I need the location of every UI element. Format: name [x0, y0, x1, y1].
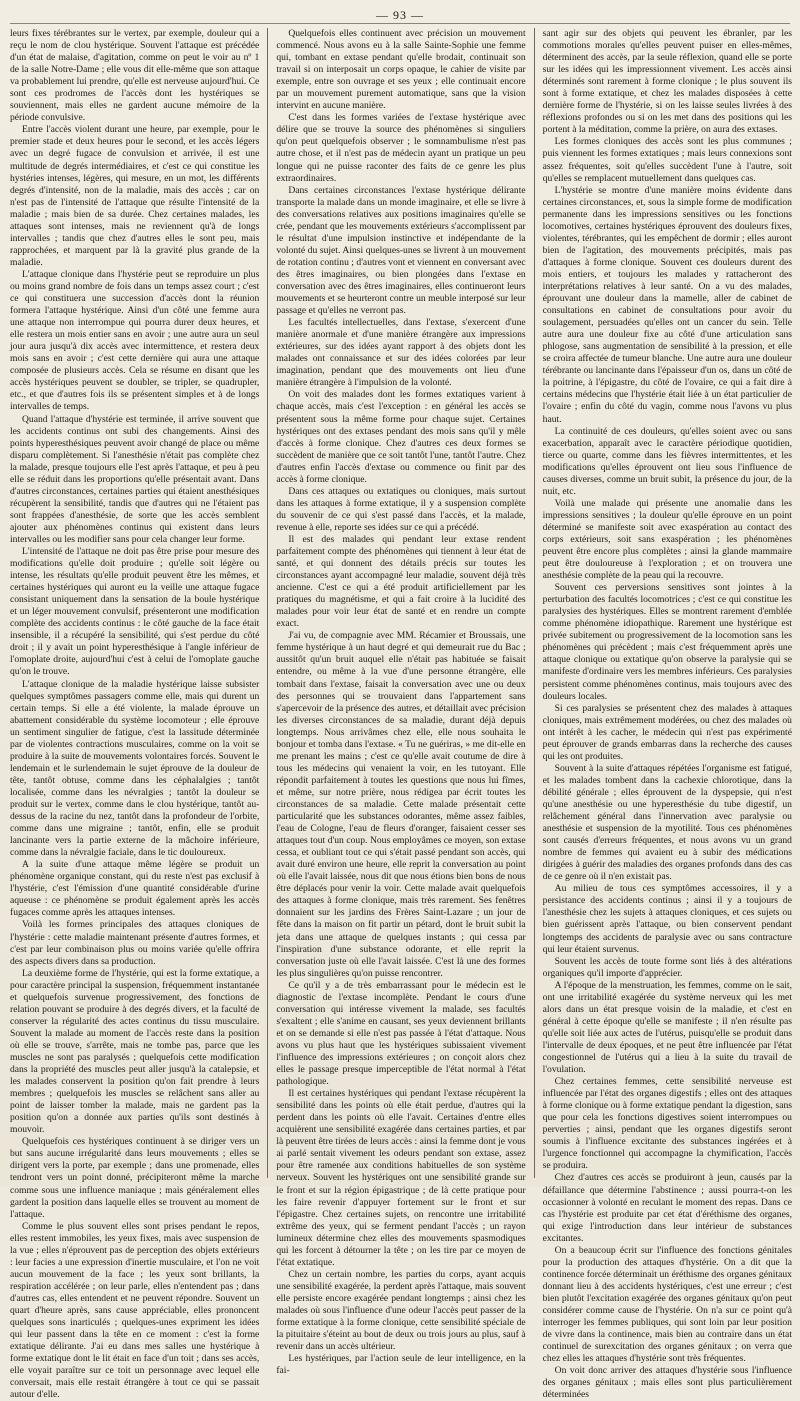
- page-number: — 93 —: [376, 8, 424, 22]
- paragraph: Quand l'attaque d'hystérie est terminée, il arrive souvent que les accidents continus ont subi des changements. Ainsi des points hyperesthésiques peuvent avoir changé de place ou même disparu complètement. Si l'anesthésie n'était pas complète chez la malade, presque toujours elle l'est après l'attaque, et peu à peu elle se réduit dans les proportions qu'elle présentait avant. Dans d'autres circonstances, certaines parties qui étaient anesthésiques récupèrent la sensibilité, tandis que d'autres qui ne l'étaient pas sont frappées d'anesthésie, de sorte que les accès semblent ajouter aux phénomènes continus qui existent dans leurs intervalles ou les modifier sans pour cela changer leur forme.: [10, 413, 260, 545]
- paragraph: Les hystériques, par l'action seule de leur intelligence, en la fai-: [276, 1353, 526, 1377]
- paragraph: Quelquefois ces hystériques continuent à se diriger vers un but sans aucune irrégularité dans leurs mouvements ; elles se dirigent vers la porte, par exemple ; dans une promenade, elles tendront vers un point donné, précipiteront même la marche comme sous une influence maniaque ; mais généralement elles gardent la position dans laquelle elles se trouvent au moment de l'attaque.: [10, 1136, 260, 1220]
- paragraph: On voit donc arriver des attaques d'hystérie sous l'influence des organes génitaux ; mais elles sont plus particulièrement déterminées: [542, 1365, 792, 1401]
- paragraph: Chez d'autres ces accès se produiront à jeun, causés par la défaillance que détermine l'abstinence ; aussi pourra-t-on les occasionner à volonté en reculant le moment des repas. Dans ce cas l'hystérie est produite par cet état d'éréthisme des organes, qui exige l'introduction dans leur intérieur de substances excitantes.: [542, 1172, 792, 1244]
- paragraph: On voit des malades dont les formes extatiques varient à chaque accès, mais c'est l'exception : en général les accès se présentent sous la même forme pour chaque sujet. Certaines hystériques ont des extases pendant des mois sans qu'il y mêle d'accès à forme clonique. Chez d'autres ces deux formes se succèdent de manière que ce soit tantôt l'une, tantôt l'autre. Chez d'autres enfin l'accès d'extase ou commence ou finit par des accès à forme clonique.: [276, 389, 526, 485]
- paragraph: Entre l'accès violent durant une heure, par exemple, pour le premier stade et deux heures pour le second, et les accès légers avec un degré fugace de convulsion et arrivée, il est une multitude de degrés intermédiaires, et c'est ce qui constitue les hystéries intenses, légères, qui mesure, en un mot, les différents degrés d'intensité, non de la maladie, mais des accès ; car on n'est pas de l'intensité de l'attaque que résulte l'intensité de la maladie ; mais bien de sa durée. Chez certaines malades, les attaques sont intenses, mais ne reviennent qu'à de longs intervalles ; tandis que chez d'autres elles le sont peu, mais rapprochées, et marquent par là la gravité plus grande de la maladie.: [10, 124, 260, 268]
- paragraph: Il est certaines hystériques qui pendant l'extase récupèrent la sensibilité dans les points où elle était perdue, d'autres qui la perdent dans les points où elle l'avait. Certaines d'entre elles acquièrent une sensibilité exagérée dans certaines parties, et par là peuvent être tirées de leurs accès : ainsi la femme dont je vous ai parlé sentait vivement les odeurs pendant son extase, assez pour être ramenée aux conditions habituelles de son système nerveux. Souvent les hystériques ont une sensibilité grande sur le front et sur la région épigastrique ; de là cette pratique pour les faire revenir d'appuyer fortement sur le front et sur l'épigastre. Chez certaines sujets, on rencontre une irritabilité extrême des yeux, qui se ferment pendant l'accès ; un rayon lumineux détermine chez elles des mouvements spasmodiques qui les forcent à détourner la tête ; on les tire par ce moyen de l'état extatique.: [276, 1088, 526, 1268]
- paragraph: Dans certaines circonstances l'extase hystérique délirante transporte la malade dans un monde imaginaire, et elle se livre à des conversations relatives aux positions imaginaires qu'elle se crée, pendant que les mouvements extérieurs s'accomplissent par le résultat d'une impulsion instinctive et indépendante de la volonté du sujet. Ainsi quelques-unes se livrent à un mouvement de rotation continu ; d'autres vont et viennent en conversant avec des êtres imaginaires, ou bien plongées dans l'extase en conversation avec des êtres imaginaires, elles continueront leurs mouvements et se heurteront contre un meuble interposé sur leur passage et qu'elles ne verront pas.: [276, 184, 526, 317]
- paragraph: La continuité de ces douleurs, qu'elles soient avec ou sans exacerbation, apparaît avec le caractère périodique quotidien, tierce ou quarte, comme dans les fièvres intermittentes, et les modifications qu'elles éprouvent ont lieu sous l'influence de causes diverses, comme un bruit subit, la présence du jour, de la nuit, etc.: [542, 425, 792, 497]
- paragraph: Chez certaines femmes, cette sensibilité nerveuse est influencée par l'état des organes digestifs ; elles ont des attaques à forme clonique ou à forme extatique pendant la digestion, sans que pour cela les fonctions digestives soient interrompues ou perverties ; ainsi, pendant que les organes digestifs seront soumis à l'influence excitante des substances ingérées et à l'urgence fonctionnel qui accompagne la chymification, l'accès se produira.: [542, 1076, 792, 1172]
- paragraph: J'ai vu, de compagnie avec MM. Récamier et Broussais, une femme hystérique à un haut degré et qui demeurait rue du Bac ; aussitôt qu'un bruit auquel elle n'était pas habituée se faisait entendre, ou même à la vue d'une personne étrangère, elle tombait dans l'extase, faisait la conversation avec une ou deux des personnes qui se trouvaient dans l'appartement sans s'apercevoir de la présence des autres, et détaillait avec précision les diverses circonstances de sa maladie, durant déjà depuis longtemps. Nous arrivâmes chez elle, elle nous souhaita le bonjour et tomba dans l'extase. « Tu ne guériras, » me dit-elle en me prenant les mains ; c'est ce qu'elle avait coutume de dire à tous les médecins qui venaient la voir, en les tutoyant. Elle répondit parfaitement à toutes les questions que nous lui fîmes, et même, sur notre prière, nous rédigea par écrit toutes les circonstances de sa maladie. Cette malade présentait cette particularité que les substances odorantes, même assez faibles, l'eau de Cologne, l'eau de fleurs d'oranger, faisaient cesser ses attaques tout d'un coup. Nous employâmes ce moyen, son extase cessa, et oubliant tout ce qui s'était passé pendant son accès, qui avait duré environ une heure, elle reprit la conversation au point où elle l'avait laissée, nous dit que nous étions bien bons de nous être déplacés pour venir la voir. Cette malade avait quelquefois des attaques à forme clonique, mais très rarement. Ses fenêtres donnaient sur les jardins des Frères Saint-Lazare ; un jour de fête dans la maison on fit partir un pétard, dont le bruit subit la jeta dans une attaque de quelques instants ; qui cessa par l'inspiration d'une substance odorante, et elle reprit la conversation juste où elle l'avait laissée. C'est là une des formes les plus singulières qu'on puisse rencontrer.: [276, 630, 526, 979]
- paragraph: sant agir sur des objets qui peuvent les ébranler, par les commotions morales qu'elles peuvent puiser en elles-mêmes, déterminent des accès, par la seule réflexion, quand elle se porte sur les idées qui les impressionnent vivement. Les accès ainsi déterminés sont rarement à forme clonique ; le plus souvent ils sont à forme extatique, et chez les malades disposées à cette dernière forme de l'hystérie, si on les laisse seules livrées à des réflexions profondes ou si on les met dans des positions qui les portent à la méditation, comme la prière, on aura des extases.: [542, 28, 792, 136]
- paragraph: Quelquefois elles continuent avec précision un mouvement commencé. Nous avons eu à la salle Sainte-Sophie une femme qui, tombant en extase pendant qu'elle brodait, continuait son travail si on interposait un corps opaque, le cahier de visite par exemple, entre son ouvrage et ses yeux ; elle continuait encore par un mouvement purement automatique, sans que la vision intervint en aucune manière.: [276, 28, 526, 112]
- paragraph: C'est dans les formes variées de l'extase hystérique avec délire que se trouve la source des phénomènes si singuliers qu'on peut quelquefois observer ; le somnambulisme n'est pas autre chose, et il n'est pas de médecin ayant un pratique un peu longue qui ne puisse raconter des faits de ce genre les plus extraordinaires.: [276, 112, 526, 184]
- paragraph: La deuxième forme de l'hystérie, qui est la forme extatique, a pour caractère principal la suspension, fréquemment instantanée et quelquefois survenue progressivement, des fonctions de relation pouvant se produire à des degrés divers, et la faculté de conserver la régularité des actes continus du tissu musculaire. Souvent la malade au moment de l'accès reste dans la position où elle se trouve, s'arrête, mais ne tombe pas, parce que les muscles ne sont pas paralysés ; quelquefois cette modification dans la propriété des muscles peut aller jusqu'à la catalepsie, et les malades conservent la position qu'on fait prendre à leurs membres ; quelquefois les muscles se relâchent sans aller au point de laisser tomber la malade, mais ne gardent pas la position qu'on a donnée aux parties qu'ils sont destinés à mouvoir.: [10, 967, 260, 1136]
- paragraph: A la suite d'une attaque même légère se produit un phénomène organique constant, qui du reste n'est pas exclusif à l'hystérie, c'est l'émission d'une quantité considérable d'urine aqueuse : ce phénomène se produit également après les accès fugaces comme après les attaques intenses.: [10, 859, 260, 919]
- paragraph: On a beaucoup écrit sur l'influence des fonctions génitales pour la production des attaques d'hystérie. On a dit que la continence forcée déterminait un éréthisme des organes génitaux donnant lieu à des accidents hystériques, c'est une erreur ; c'est bien plutôt l'excitation exagérée des organes génitaux qu'on peut considérer comme cause de l'hystérie. On n'a sur ce point qu'à interroger les femmes publiques, qui sont loin par leur position de vivre dans la continence, mais bien au contraire dans un état continuel de surexcitation des organes génitaux ; on verra que chez elles les attaques d'hystérie sont très fréquentes.: [542, 1244, 792, 1365]
- paragraph: Voilà les formes principales des attaques cloniques de l'hystérie : cette maladie maintenant présente d'autres formes, et c'est par leur combinaison plus ou moins variée qu'elle offrira des aspects divers dans sa production.: [10, 919, 260, 967]
- paragraph: leurs fixes térébrantes sur le vertex, par exemple, douleur qui a reçu le nom de clou hystérique. Souvent l'attaque est précédée d'un état de malaise, d'agitation, comme on peut le voir au nº 1 de la salle Notre-Dame ; elle vous dit elle-même que son attaque va probablement lui prendre, qu'elle est nerveuse aujourd'hui. Ce sont ces prodromes de l'accès dont les hystériques se souviennent, mais elles ne gardent aucune mémoire de la période convulsive.: [10, 28, 260, 124]
- paragraph: Les facultés intellectuelles, dans l'extase, s'exercent d'une manière anormale et d'une manière étrangère aux impressions extérieures, sur des idées ayant rapport à des objets dont les malades ont connaissance et sur des idées colorées par leur imagination, pendant que des mouvements ont lieu d'une manière étrangère à l'impulsion de la volonté.: [276, 317, 526, 389]
- paragraph: Souvent à la suite d'attaques répétées l'organisme est fatigué, et les malades tombent dans la cachexie chlorotique, dans la débilité générale ; elles éprouvent de la dyspepsie, qui n'est qu'une anesthésie ou une hyperesthésie du tube digestif, un relâchement général dans l'innervation avec paralysie ou anesthésie et suspension de la myotilité. Tous ces phénomènes sont causés d'erreurs fréquentes, et nous avons vu un grand nombre de femmes qui avaient eu à subir des médications dirigées à guérir des maladies des organes profonds dans des cas de ce genre où il n'en existait pas.: [542, 762, 792, 883]
- paragraph: A l'époque de la menstruation, les femmes, comme on le sait, ont une irritabilité exagérée du système nerveux qui les met alors dans un état presque voisin de la maladie, et c'est en général à cette époque qu'elle se manifeste ; il n'en résulte pas qu'elle soit liée aux actes de l'utérus, puisqu'elle se produit dans l'intervalle de deux époques, et ne peut être influencée par l'état congestionnel de l'utérus qui a lieu à la suite du travail de l'ovulation.: [542, 979, 792, 1076]
- paragraph: L'attaque clonique dans l'hystérie peut se reproduire un plus ou moins grand nombre de fois dans un temps assez court ; c'est ce qui constituera une succession d'accès dont la réunion formera l'attaque hystérique. Ainsi d'un côté une femme aura une attaque non interrompue qui pourra durer deux heures, et elle restera un mois entier sans en avoir ; une autre aura un seul jour aura jusqu'à dix accès avec intermittence, et restera deux mois sans en avoir ; c'est cette dernière qui aura une attaque composée de plusieurs accès. Cela se résume en disant que les accès hystériques peuvent se doubler, se tripler, se quadrupler, etc., et que d'autres fois ils se présentent simples et à de longs intervalles de temps.: [10, 268, 260, 413]
- column-right: [534, 28, 792, 1401]
- paragraph: Si ces paralysies se présentent chez des malades à attaques cloniques, mais extrêmement modérées, ou chez des malades où ont intérêt à les cacher, le médecin qui n'est pas expérimenté peut éprouver de grands embarras dans la recherche des causes qui les ont produites.: [542, 702, 792, 762]
- paragraph: L'intensité de l'attaque ne doit pas être prise pour mesure des modifications qu'elle doit produire ; qu'elle soit légère ou intense, les résultats qu'elle produit peuvent être les mêmes, et certaines hystériques qui auront eu la veille une attaque fugace consistant uniquement dans la sensation de la boule hystérique et un léger mouvement convulsif, présenteront une modification complète des accidents continus : le côté gauche de la face était insensible, il a récupéré la sensibilité, qui s'est perdue du côté droit ; il y avait un point hyperesthésique à l'angle inférieur de l'omoplate droite, aujourd'hui c'est à celui de l'omoplate gauche qu'on le trouve.: [10, 546, 260, 678]
- paragraph: Dans ces attaques ou extatiques ou cloniques, mais surtout dans les attaques à forme extatique, il y a suspension complète du souvenir de ce qui s'est passé dans l'accès, et la malade, revenue à elle, reporte ses idées sur ce qui a précédé.: [276, 485, 526, 533]
- paragraph: Ce qu'il y a de très embarrassant pour le médecin est le diagnostic de l'extase incomplète. Pendant le cours d'une conversation qui intéresse vivement la malade, ses facultés s'exaltent ; elle s'anime en causant, ses yeux deviennent brillants et on se demande si elle n'est pas passée à l'état d'attaque. Nous avons vu plus haut que les hystériques subissaient vivement l'influence des impressions extérieures ; on conçoit alors chez elles le passage presque imperceptible de l'état normal à l'état pathologique.: [276, 979, 526, 1088]
- paragraph: Il est des malades qui pendant leur extase rendent parfaitement compte des phénomènes qui tiennent à leur état de santé, et qui donnent des détails précis sur toutes les circonstances ayant accompagné leur maladie, souvent déjà très ancienne. C'est ce qui a été produit artificiellement par les pratiques du magnétisme, et qui a fait croire à la lucidité des malades pour voir leur état de santé et en rendre un compte exact.: [276, 533, 526, 630]
- column-left: [10, 28, 260, 1401]
- text-columns: [10, 28, 792, 1401]
- header-rule: [10, 23, 790, 24]
- paragraph: L'hystérie se montre d'une manière moins évidente dans certaines circonstances, et, sous la simple forme de modification permanente dans les impressions sensitives ou les fonctions locomotives, certaines hystériques éprouvent des douleurs fixes, violentes, térébrantes, qui les empêchent de dormir ; elles auront bien de l'agitation, des mouvements précipités, mais pas d'attaques à forme clonique. Souvent ces douleurs durent des mois entiers, et toujours les malades y rattacheront des interprétations relatives à leur santé. On a vu des malades, éprouvant une douleur dans la mamelle, aller de cabinet de consultations en cabinet de consultations pour avoir du soulagement, persuadées qu'elles ont un cancer du sein. Telle autre aura une douleur fixe au côté d'une articulation sans phlogose, sans augmentation de sensibilité à la pression, et elle se croira affectée de tumeur blanche. Une autre aura une douleur térébrante ou lancinante dans l'épaisseur d'un os, dans un côté de la poitrine, à l'épigastre, du côté de l'ovaire, ce qui a fait dire à certains médecins que l'hystérie était liée à un état particulier de l'ovaire ; enfin du côté du vagin, comme nous l'avons vu plus haut.: [542, 184, 792, 425]
- column-middle: [267, 28, 526, 1377]
- paragraph: Chez un certain nombre, les parties du corps, ayant acquis une sensibilité exagérée, la perdent après l'attaque, mais souvent elle persiste encore exagérée pendant longtemps ; ainsi chez les malades où sous l'influence d'une odeur l'accès peut passer de la forme extatique à la forme clonique, cette sensibilité spéciale de la pituitaire s'éteint au bout de deux ou trois jours au plus, sauf à revenir dans un accès ultérieur.: [276, 1268, 526, 1353]
- paragraph: Les formes cloniques des accès sont les plus communes ; puis viennent les formes extatiques ; mais leurs connexions sont assez fréquentes, soit qu'elles succèdent l'une à l'autre, soit qu'elles se remplacent mutuellement dans quelques cas.: [542, 136, 792, 184]
- paragraph: L'attaque clonique de la maladie hystérique laisse subsister quelques symptômes passagers comme elle, mais qui durent un certain temps. Si elle a été violente, la malade éprouve un abattement considérable du système locomoteur ; elle éprouve un sentiment singulier de fatigue, c'est la lassitude déterminée par de violentes contractions musculaires, comme on la voit se produire à la suite de mouvements volontaires forcés. Souvent le lendemain et le surlendemain le sujet éprouve de la douleur de tête, tantôt obtuse, comme dans les céphalalgies ; tantôt localisée, comme dans les névralgies ; tantôt la douleur se produit sur le vertex, comme dans le clou hystérique, tantôt au-dessus de la racine du nez, tantôt dans la profondeur de l'orbite, comme dans une migraine ; tantôt, enfin, elle se produit lancinante vers la partie externe de la mâchoire inférieure, comme dans la névralgie faciale, dans le tic douloureux.: [10, 678, 260, 859]
- paragraph: Au milieu de tous ces symptômes accessoires, il y a persistance des accidents continus ; ainsi il y a toujours de l'anesthésie chez les sujets à attaques cloniques, et ces sujets ou bien guérissent après l'attaque, ou bien conservent pendant longtemps des accidents de paralysie avec ou sans contracture qui leur étaient survenus.: [542, 883, 792, 955]
- paragraph: Souvent ces perversions sensitives sont jointes à la perturbation des facultés locomotrices ; c'est ce qui constitue les paralysies des hystériques. Elles se montrent rarement d'emblée comme phénomène idiopathique. Rarement une hystérique est privée subitement ou progressivement de la locomotion sans les phénomènes qui précèdent ; mais c'est fréquemment après une attaque clonique ou extatique qu'on observe la paralysie qui se manifeste d'ordinaire vers les membres inférieurs. Ces paralysies persistent comme phénomènes continus, mais toujours avec des douleurs locales.: [542, 582, 792, 702]
- paragraph: Souvent les accès de toute forme sont liés à des altérations organiques qu'il importe d'apprécier.: [542, 955, 792, 979]
- paragraph: Voilà une malade qui présente une anomalie dans les impressions sensitives ; la douleur qu'elle éprouve en un point déterminé se manifeste soit avec exaspération au contact des corps extérieurs, soit sans exaspération ; les phénomènes peuvent être encore plus complètes ; ainsi la glande mammaire peut être douloureuse à l'exploration ; et on trouvera une anesthésie complète de la peau qui la recouvre.: [542, 497, 792, 582]
- paragraph: Comme le plus souvent elles sont prises pendant le repos, elles restent immobiles, les yeux fixes, mais avec suspension de la vue ; elles n'éprouvent pas de perception des objets extérieurs : leur facies a une expression d'inertie musculaire, et l'on ne voit aucun mouvement de la face ; les yeux sont brillants, la respiration accélérée ; on leur parle, elles n'entendent pas ; dans d'autres cas, elles entendent et ne peuvent répondre. Souvent un quart d'heure après, sans cause appréciable, elles prononcent quelques sons inarticulés ; quelques-unes expriment les idées qui leur passent dans la tête en ce moment : c'est la forme extatique délirante. J'ai eu dans mes salles une hystérique à forme extatique dont le lit était en face d'un toit ; dans ses accès, elle voyait paraître sur ce toit un personnage avec lequel elle conversait, mais elle restait étrangère à tout ce qui se passait autour d'elle.: [10, 1220, 260, 1401]
